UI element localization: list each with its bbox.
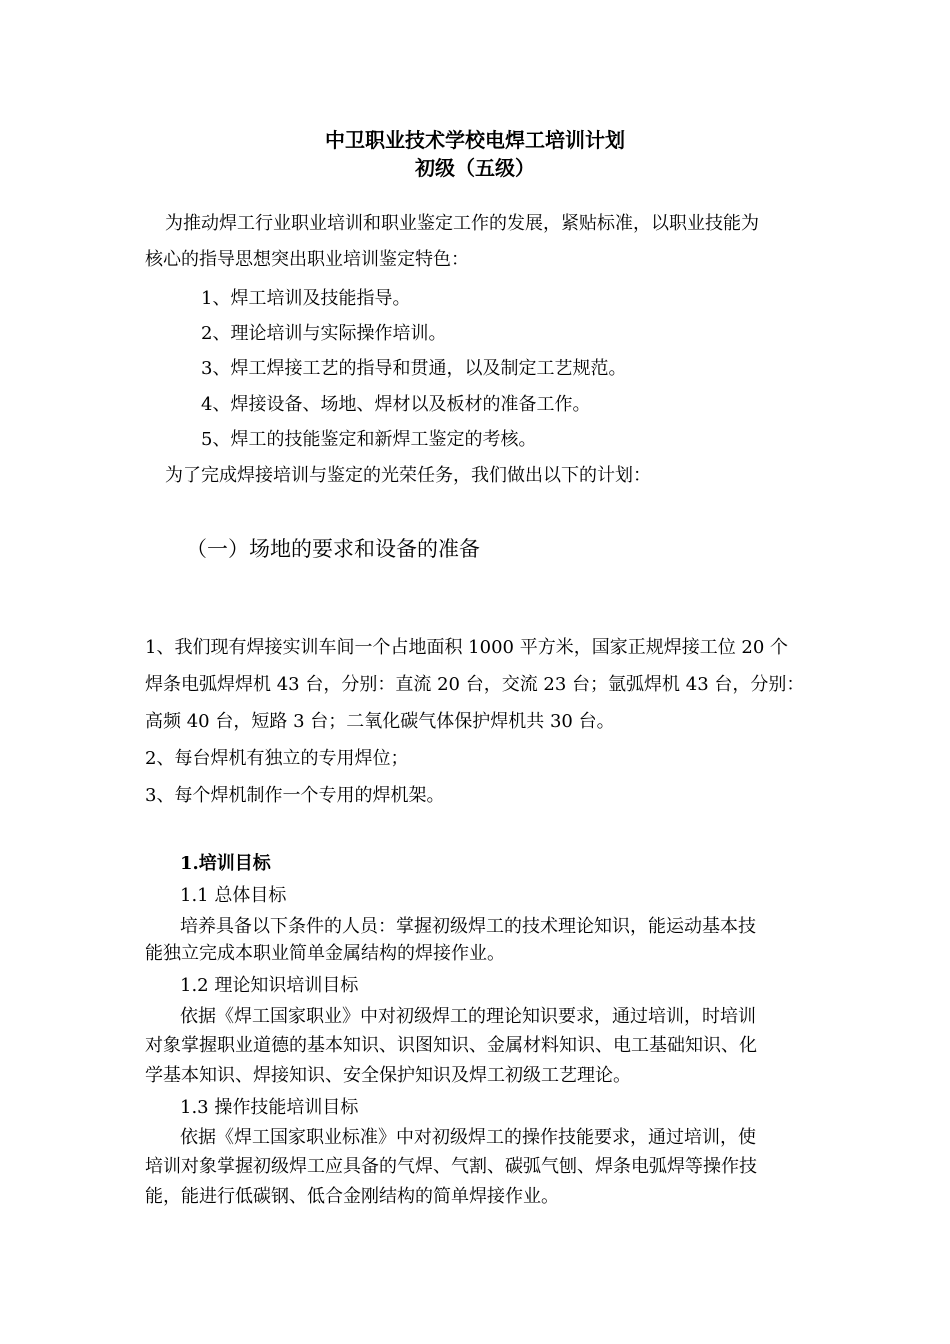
- feature-item: 4、焊接设备、场地、焊材以及板材的准备工作。: [201, 394, 591, 415]
- plan-intro: 为了完成焊接培训与鉴定的光荣任务，我们做出以下的计划：: [165, 465, 651, 486]
- paragraph-line: 培养具备以下条件的人员：掌握初级焊工的技术理论知识，能运动基本技: [180, 916, 756, 937]
- section-heading: （一）场地的要求和设备的准备: [186, 537, 480, 561]
- document-title: 中卫职业技术学校电焊工培训计划: [325, 128, 625, 152]
- section-line: 焊条电弧焊焊机 43 台，分别：直流 20 台，交流 23 台；氩弧焊机 43 台，分别：: [145, 674, 805, 695]
- section-line: 1、我们现有焊接实训车间一个占地面积 1000 平方米，国家正规焊接工位 20 个: [145, 637, 789, 658]
- section-line: 3、每个焊机制作一个专用的焊机架。: [145, 785, 445, 806]
- paragraph-line: 依据《焊工国家职业标准》中对初级焊工的操作技能要求，通过培训，使: [180, 1127, 756, 1148]
- section-line: 高频 40 台，短路 3 台；二氧化碳气体保护焊机共 30 台。: [145, 711, 615, 732]
- paragraph-line: 依据《焊工国家职业》中对初级焊工的理论知识要求，通过培训，时培训: [180, 1006, 756, 1027]
- paragraph-line: 能，能进行低碳钢、低合金刚结构的简单焊接作业。: [145, 1186, 559, 1207]
- goals-heading: 1.培训目标: [180, 853, 271, 874]
- subheading: 1.3 操作技能培训目标: [180, 1097, 359, 1118]
- feature-item: 1、焊工培训及技能指导。: [201, 288, 411, 309]
- subheading: 1.2 理论知识培训目标: [180, 975, 359, 996]
- document-subtitle: 初级（五级）: [415, 156, 535, 180]
- section-line: 2、每台焊机有独立的专用焊位；: [145, 748, 409, 769]
- subheading: 1.1 总体目标: [180, 885, 287, 906]
- feature-item: 2、理论培训与实际操作培训。: [201, 323, 447, 344]
- paragraph-line: 学基本知识、焊接知识、安全保护知识及焊工初级工艺理论。: [145, 1065, 631, 1086]
- intro-line: 为推动焊工行业职业培训和职业鉴定工作的发展，紧贴标准，以职业技能为: [165, 213, 759, 234]
- feature-item: 5、焊工的技能鉴定和新焊工鉴定的考核。: [201, 429, 537, 450]
- paragraph-line: 能独立完成本职业简单金属结构的焊接作业。: [145, 943, 505, 964]
- intro-line: 核心的指导思想突出职业培训鉴定特色：: [145, 249, 469, 270]
- paragraph-line: 培训对象掌握初级焊工应具备的气焊、气割、碳弧气刨、焊条电弧焊等操作技: [145, 1156, 757, 1177]
- feature-item: 3、焊工焊接工艺的指导和贯通，以及制定工艺规范。: [201, 358, 627, 379]
- paragraph-line: 对象掌握职业道德的基本知识、识图知识、金属材料知识、电工基础知识、化: [145, 1035, 757, 1056]
